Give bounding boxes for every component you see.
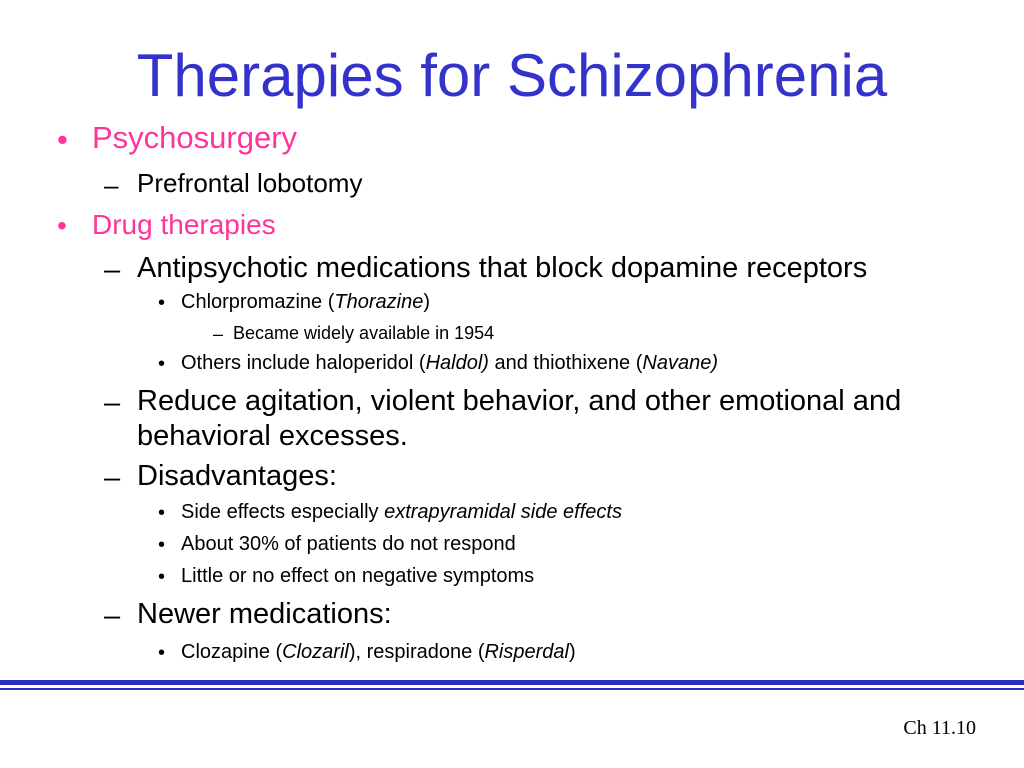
item-others: Others include haloperidol (Haldol) and thiothixene (Navane): [181, 352, 718, 374]
item-clozapine: Clozapine (Clozaril), respiradone (Risperdal): [181, 641, 576, 663]
bullet-marker: •: [158, 292, 166, 314]
item-chlorpromazine: Chlorpromazine (Thorazine): [181, 291, 430, 313]
slide-title: Therapies for Schizophrenia: [136, 42, 888, 109]
bullet-marker: •: [158, 642, 166, 664]
sub-reduce-agitation-line1: Reduce agitation, violent behavior, and other emotional and: [137, 385, 902, 417]
bullet-marker: •: [57, 122, 68, 157]
bullet-marker: •: [158, 502, 166, 524]
bullet-marker: •: [57, 210, 67, 241]
item-side-effects: Side effects especially extrapyramidal side effects: [181, 501, 622, 523]
sub-reduce-agitation-line2: behavioral excesses.: [137, 420, 408, 452]
sub-disadvantages: Disadvantages:: [137, 460, 337, 492]
bullet-psychosurgery: Psychosurgery: [92, 120, 298, 155]
dash-marker: –: [104, 387, 121, 419]
item-negative-symptoms: Little or no effect on negative symptoms: [181, 565, 535, 587]
dash-marker: –: [104, 462, 121, 494]
sub-newer-medications: Newer medications:: [137, 598, 392, 630]
bullet-drug-therapies: Drug therapies: [92, 209, 276, 240]
bullet-marker: •: [158, 353, 166, 375]
dash-marker: –: [104, 254, 121, 286]
dash-marker: –: [104, 170, 119, 200]
sub-prefrontal-lobotomy: Prefrontal lobotomy: [137, 168, 363, 198]
bullet-marker: •: [158, 534, 166, 556]
sub-antipsychotic: Antipsychotic medications that block dopamine receptors: [137, 252, 868, 284]
item-30-percent: About 30% of patients do not respond: [181, 533, 516, 555]
divider-thick: [0, 680, 1024, 685]
dash-marker: –: [213, 324, 224, 344]
page-label: Ch 11.10: [903, 717, 976, 739]
item-available-1954: Became widely available in 1954: [233, 323, 495, 343]
divider-thin: [0, 688, 1024, 690]
bullet-marker: •: [158, 566, 166, 588]
dash-marker: –: [104, 600, 121, 632]
